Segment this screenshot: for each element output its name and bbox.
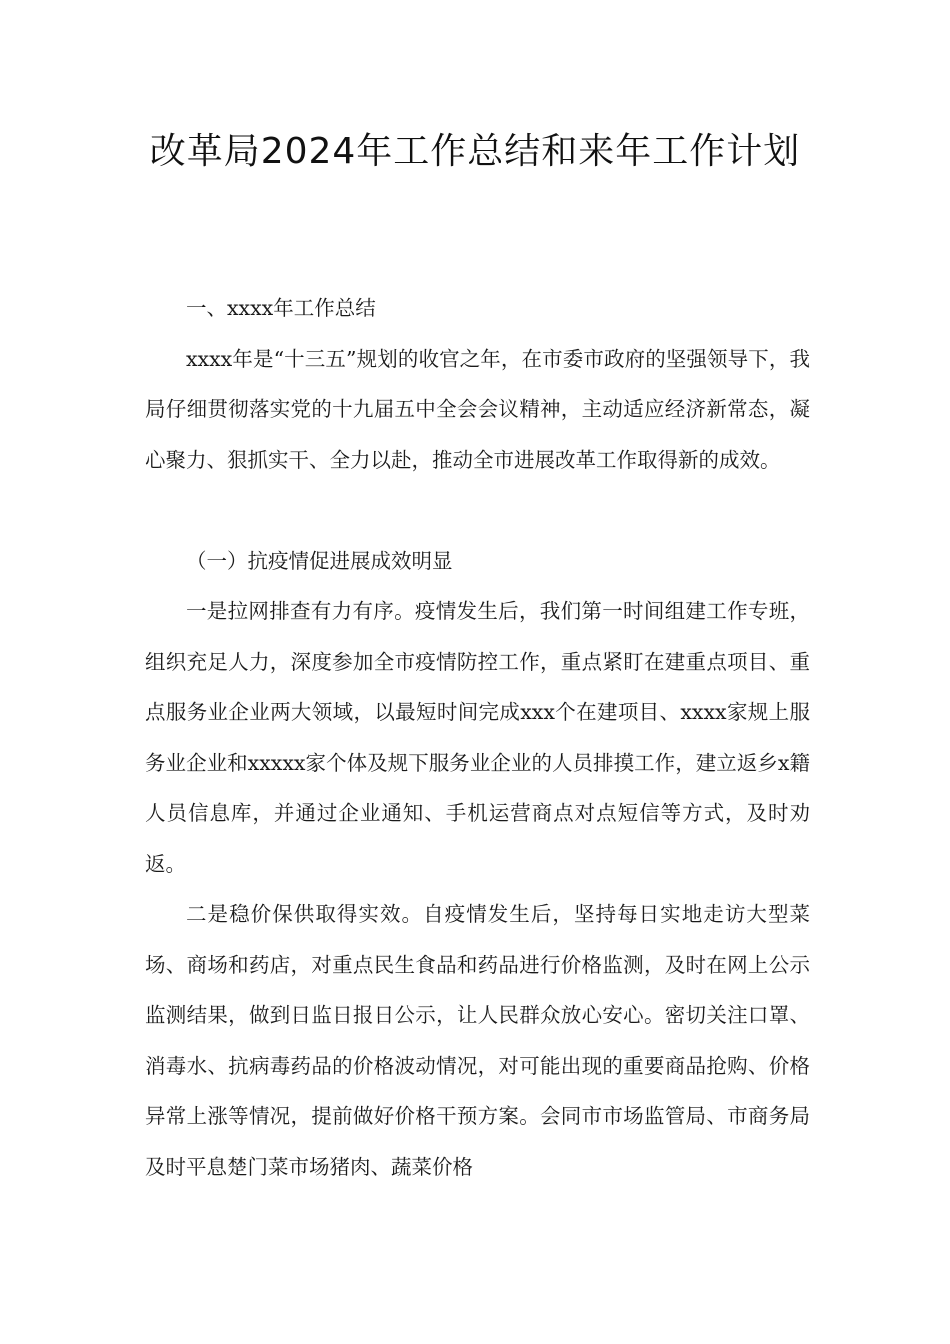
document-body [145, 283, 810, 1192]
subsection-heading: （一）抗疫情促进展成效明显 [186, 548, 453, 573]
body-paragraph: 二是稳价保供取得实效。自疫情发生后，坚持每日实地走访大型菜场、商场和药店，对重点民生食品和药品进行价格监测，及时在网上公示监测结果，做到日监日报日公示，让人民群众放心安心。密切关注口罩、消毒水、抗病毒药品的价格波动情况，对可能出现的重要商品抢购、价格异常上涨等情况，提前做好价格干预方案。会同市市场监管局、市商务局及时平息楚门菜市场猪肉、蔬菜价格 [145, 902, 810, 1179]
body-paragraph: 一是拉网排查有力有序。疫情发生后，我们第一时间组建工作专班，组织充足人力，深度参加全市疫情防控工作，重点紧盯在建重点项目、重点服务业企业两大领域，以最短时间完成xxx个在建项目、xxxx家规上服务业企业和xxxxx家个体及规下服务业企业的人员排摸工作，建立返乡x籍人员信息库，并通过企业通知、手机运营商点对点短信等方式，及时劝返。 [145, 599, 810, 876]
section-heading: 一、xxxx年工作总结 [186, 296, 376, 320]
intro-paragraph: xxxx年是“十三五”规划的收官之年，在市委市政府的坚强领导下，我局仔细贯彻落实党的十九届五中全会会议精神，主动适应经济新常态，凝心聚力、狠抓实干、全力以赴，推动全市进展改革工作取得新的成效。 [145, 346, 810, 472]
document-title: 改革局2024年工作总结和来年工作计划 [149, 131, 801, 172]
paragraph-spacer [145, 485, 810, 536]
